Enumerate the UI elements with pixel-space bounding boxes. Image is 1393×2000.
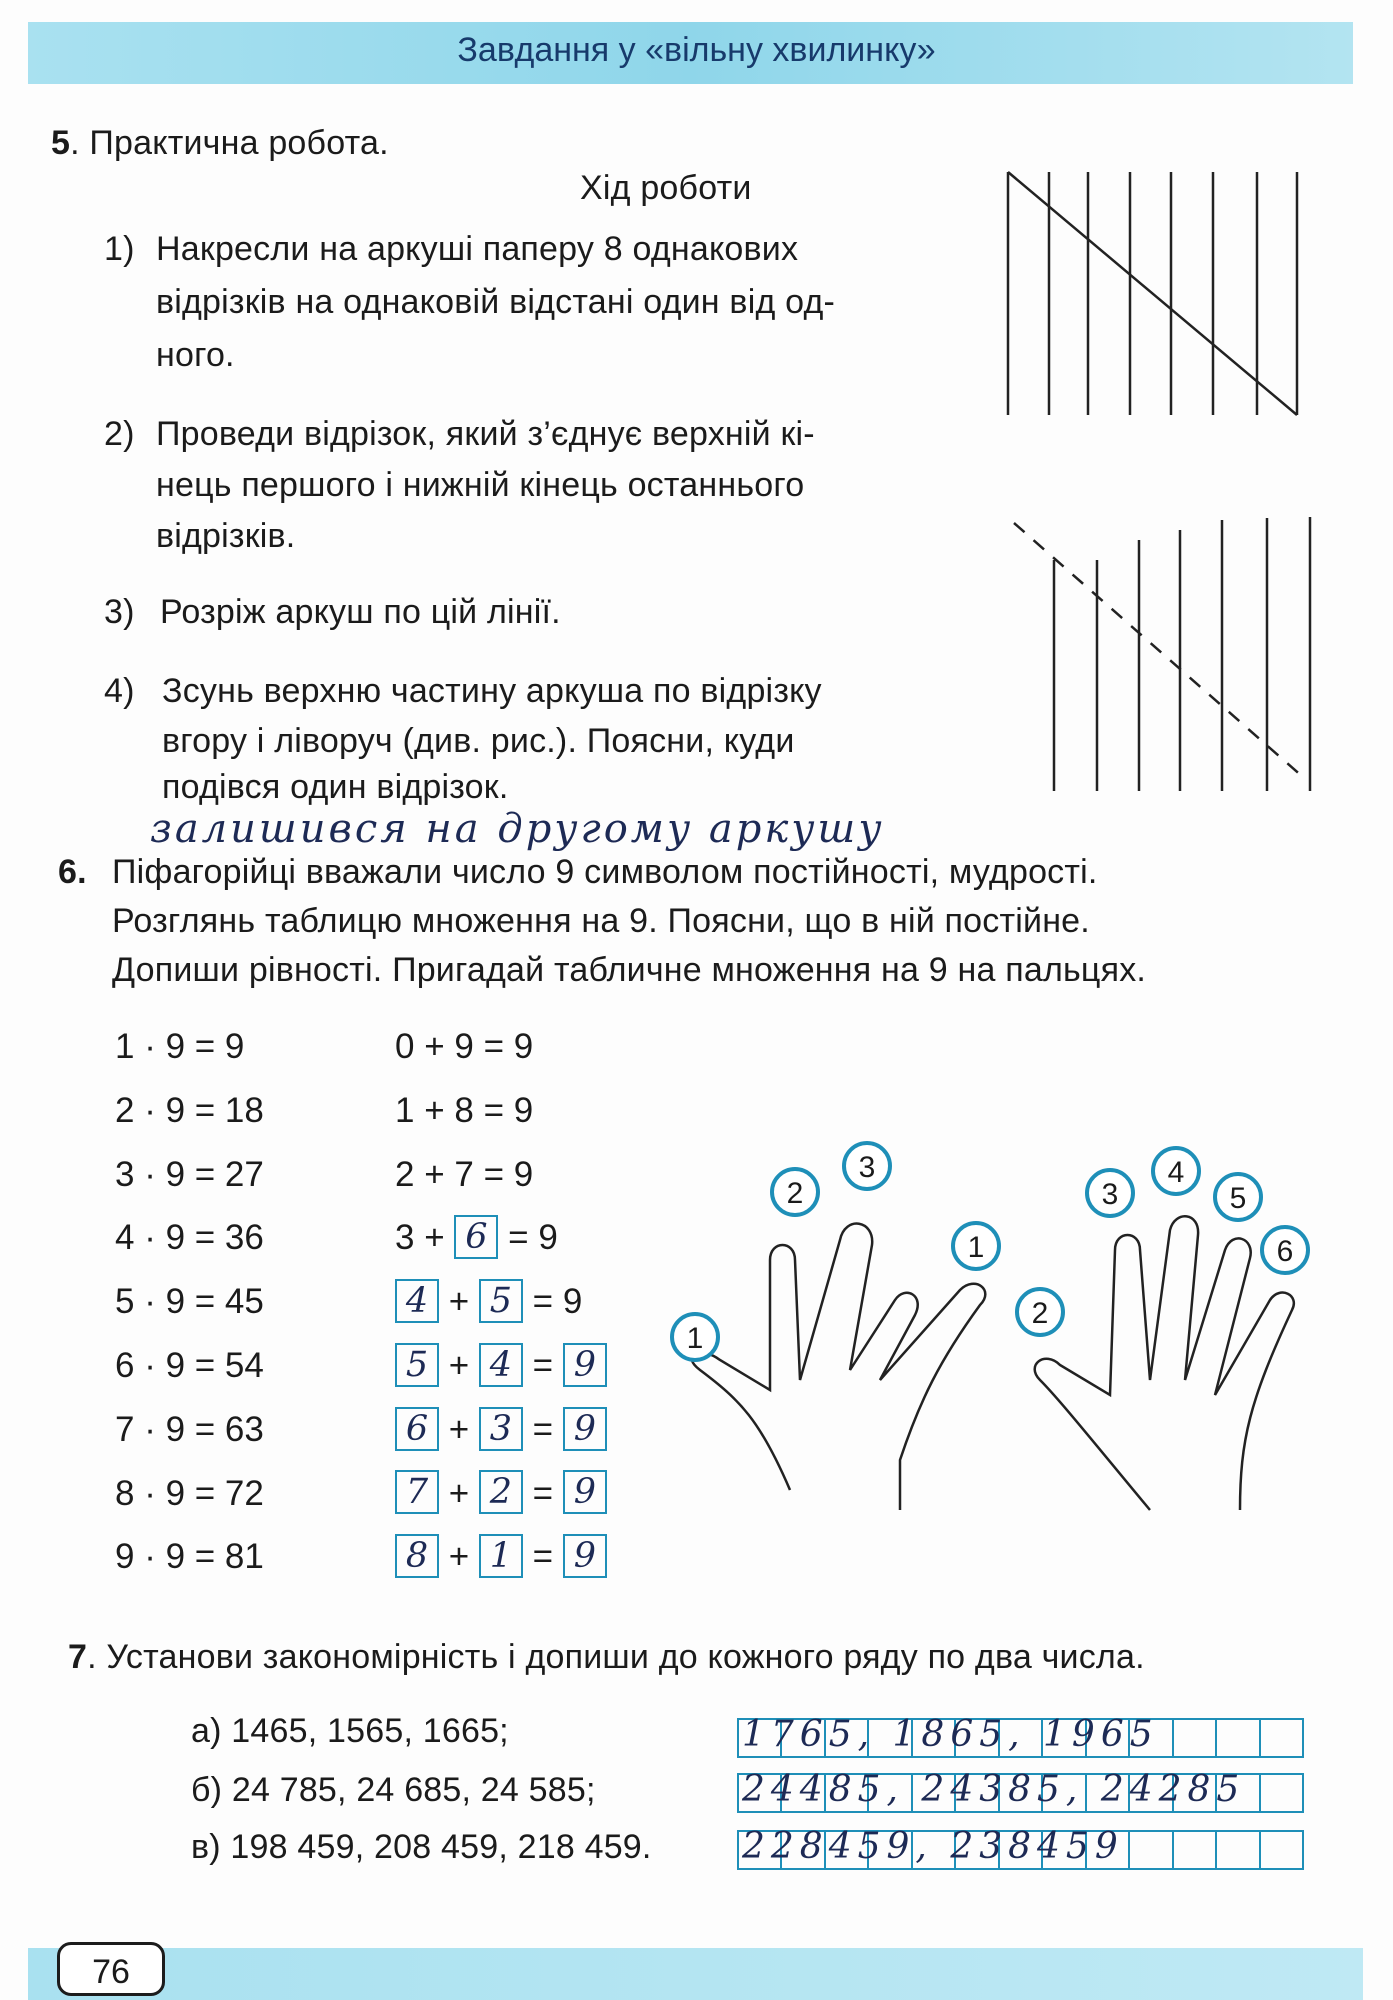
step-number: 4) (104, 672, 135, 710)
step-number: 2) (104, 415, 135, 453)
equation-term: 0 (395, 1027, 415, 1066)
step-line: вгору і ліворуч (див. рис.). Поясни, куди (162, 722, 795, 760)
step-line: відрізків на однаковій відстані один від од- (156, 283, 836, 321)
answer-box[interactable]: 6 (454, 1215, 498, 1259)
step-line: Проведи відрізок, який з’єднує верхній кі- (156, 415, 815, 453)
answer-box[interactable]: 4 (395, 1279, 439, 1323)
operator: = (532, 1282, 554, 1322)
sequence-b: б) 24 785, 24 685, 24 585; (191, 1771, 596, 1809)
equation-term: 1 (395, 1090, 415, 1130)
answer-box[interactable]: 8 (395, 1534, 439, 1578)
answer-box[interactable]: 6 (395, 1407, 439, 1451)
task6-line: Допиши рівності. Пригадай табличне множення на 9 на пальцях. (112, 951, 1147, 989)
right-finger-number: 2 (1031, 1297, 1049, 1330)
equation-term: 8 (454, 1090, 474, 1130)
left-hand-drawing (692, 1224, 986, 1510)
task5-title: . Практична робота. (70, 124, 389, 162)
task5-number: 5 (51, 124, 71, 162)
operator: + (424, 1090, 445, 1130)
operator: + (424, 1027, 445, 1066)
step-line: нець першого і нижній кінець останнього (156, 466, 805, 504)
task6-line: Піфагорійці вважали число 9 символом постійності, мудрості. (112, 853, 1098, 891)
operator: + (424, 1154, 445, 1194)
answer-box[interactable]: 5 (395, 1343, 439, 1387)
product-equation: 4 · 9 = 36 (115, 1218, 264, 1258)
task7-title: . Установи закономірність і допиши до кожного ряду по два числа. (87, 1638, 1145, 1676)
answer-box[interactable]: 7 (395, 1470, 439, 1514)
answer-box[interactable]: 1 (479, 1534, 523, 1578)
equation-term: 9 (562, 1282, 583, 1322)
answer-b[interactable]: 24485, 24385, 24285 (742, 1769, 1246, 1810)
operator: = (532, 1346, 554, 1385)
operator: = (483, 1090, 505, 1130)
operator: = (483, 1154, 505, 1194)
step-number: 3) (104, 593, 135, 631)
operator: + (448, 1282, 470, 1322)
product-equation: 8 · 9 = 72 (115, 1473, 264, 1513)
product-equation: 7 · 9 = 63 (115, 1409, 264, 1449)
operator: = (532, 1537, 554, 1577)
step-line: Накресли на аркуші паперу 8 однакових (156, 230, 799, 268)
handwritten-answer: залишився на другому аркушу (150, 806, 885, 852)
answer-box[interactable]: 9 (563, 1470, 607, 1514)
left-finger-number: 1 (967, 1231, 985, 1264)
step-line: відрізків. (156, 517, 296, 555)
answer-a[interactable]: 1765, 1865, 1965 (742, 1714, 1159, 1755)
operator: = (483, 1027, 505, 1066)
answer-box[interactable]: 9 (563, 1343, 607, 1387)
figure-segments-drawn (1008, 172, 1297, 415)
product-equation: 1 · 9 = 9 (115, 1027, 245, 1066)
step-line: Розріж аркуш по цій лінії. (160, 593, 561, 631)
right-finger-number: 3 (1101, 1178, 1119, 1211)
equation-term: 7 (454, 1154, 474, 1194)
left-finger-number: 1 (686, 1322, 704, 1355)
step-line: подівся один відрізок. (162, 768, 509, 806)
answer-box[interactable]: 3 (479, 1407, 523, 1451)
right-finger-number: 5 (1229, 1182, 1247, 1215)
equation-term: 9 (513, 1154, 534, 1194)
answer-box[interactable]: 4 (479, 1343, 523, 1387)
right-finger-number: 6 (1276, 1235, 1294, 1268)
page-title: Завдання у «вільну хвилинку» (457, 31, 936, 69)
product-equation: 5 · 9 = 45 (115, 1282, 264, 1322)
step-line: ного. (156, 336, 235, 374)
equation-term: 2 (395, 1154, 415, 1194)
sequence-a: а) 1465, 1565, 1665; (191, 1712, 509, 1750)
product-equation: 3 · 9 = 27 (115, 1154, 264, 1194)
page-number: 76 (57, 1942, 165, 1996)
operator: = (532, 1409, 554, 1449)
product-equation: 6 · 9 = 54 (115, 1346, 264, 1385)
right-finger-number: 4 (1167, 1156, 1185, 1189)
task7-number: 7 (68, 1638, 88, 1676)
equation-term: 3 (395, 1218, 415, 1258)
answer-box[interactable]: 9 (563, 1534, 607, 1578)
operator: + (448, 1537, 470, 1577)
operator: + (424, 1218, 445, 1258)
equation-term: 9 (454, 1027, 474, 1066)
figure-segments-shifted (1014, 517, 1310, 791)
operator: + (448, 1346, 470, 1385)
left-finger-number: 2 (786, 1177, 804, 1210)
operator: = (508, 1218, 529, 1258)
answer-box[interactable]: 5 (479, 1279, 523, 1323)
left-finger-number: 3 (858, 1151, 876, 1184)
task6-number: 6. (58, 853, 87, 891)
sequence-c: в) 198 459, 208 459, 218 459. (191, 1828, 652, 1866)
step-line: Зсунь верхню частину аркуша по відрізку (162, 672, 822, 710)
equation-term: 9 (538, 1218, 558, 1258)
step-number: 1) (104, 230, 135, 268)
operator: = (532, 1473, 554, 1513)
equation-term: 9 (513, 1027, 534, 1066)
answer-c[interactable]: 228459, 238459 (742, 1826, 1124, 1867)
finger-labels (672, 1143, 1308, 1360)
task6-line: Розглянь таблицю множення на 9. Поясни, що в ній постійне. (112, 902, 1090, 940)
answer-box[interactable]: 9 (563, 1407, 607, 1451)
operator: + (448, 1409, 470, 1449)
equation-term: 9 (513, 1090, 534, 1130)
answer-box[interactable]: 2 (479, 1470, 523, 1514)
product-equation: 2 · 9 = 18 (115, 1090, 264, 1130)
task5-subtitle: Хід роботи (580, 169, 752, 207)
operator: + (448, 1473, 470, 1513)
product-equation: 9 · 9 = 81 (115, 1537, 264, 1577)
right-hand-drawing (1035, 1216, 1294, 1510)
